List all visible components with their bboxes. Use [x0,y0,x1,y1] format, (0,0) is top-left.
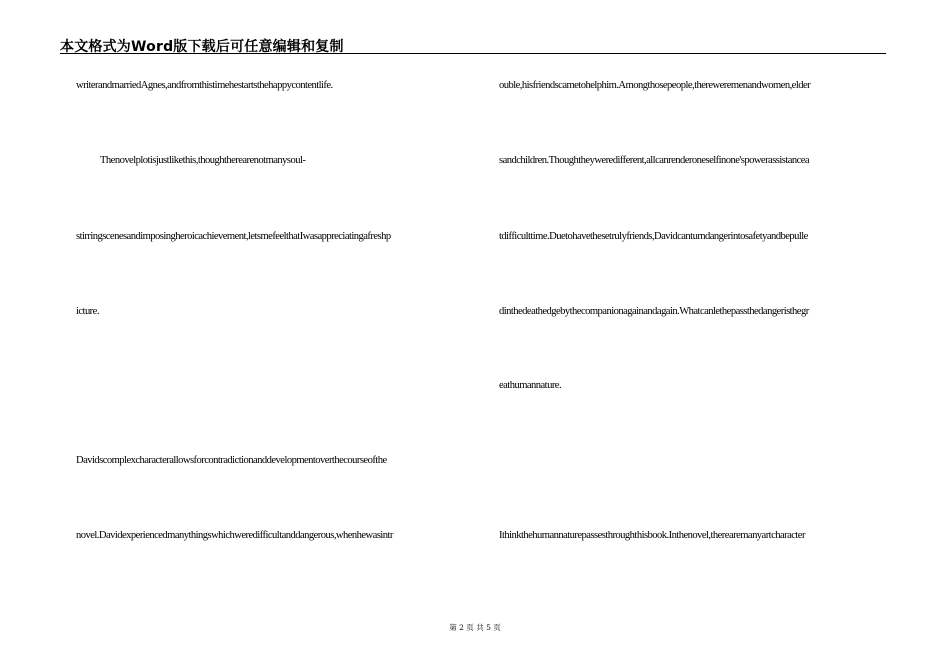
document-header-title: 本文格式为Word版下载后可任意编辑和复制 [60,39,344,55]
text-line: eathumannature. [499,380,562,391]
text-line: writerandmarriedAgnes,andfromthistimehestartsthehappycontentlife. [76,80,333,91]
text-line: stirringscenesandimposingheroicachievement,letsmefeelthatIwasappreciatingafreshp [76,231,391,242]
page-number-footer: 第 2 页 共 5 页 [449,623,501,632]
text-line: sandchildren.Thoughtheyweredifferent,allcanrenderoneselfinone'spowerassistancea [499,155,810,166]
text-line: dinthedeathedgebythecompanionagainandagain.Whatcanlethepassthedangeristhegr [499,306,809,317]
text-line: icture. [76,306,99,317]
header-divider [60,53,886,54]
text-line: Thenovelplotisjustlikethis,thoughtherearenotmanysoul- [100,155,306,166]
text-line: Davidscomplexcharacterallowsforcontradictionanddevelopmentoverthecourseofthe [76,455,387,466]
text-line: Ithinkthehumannaturepassesthroughthisbook.Inthenovel,therearemanyartcharacter [499,530,805,541]
text-line: novel.Davidexperiencedmanythingswhichweredifficultanddangerous,whenhewasintr [76,530,393,541]
text-line: tdifficulttime.Duetohavethesetrulyfriends,Davidcanturndangerintosafetyandbepulle [499,231,808,242]
text-line: ouble,hisfriendscametohelphim.Amongthosepeople,thereweremenandwomen,elder [499,80,811,91]
